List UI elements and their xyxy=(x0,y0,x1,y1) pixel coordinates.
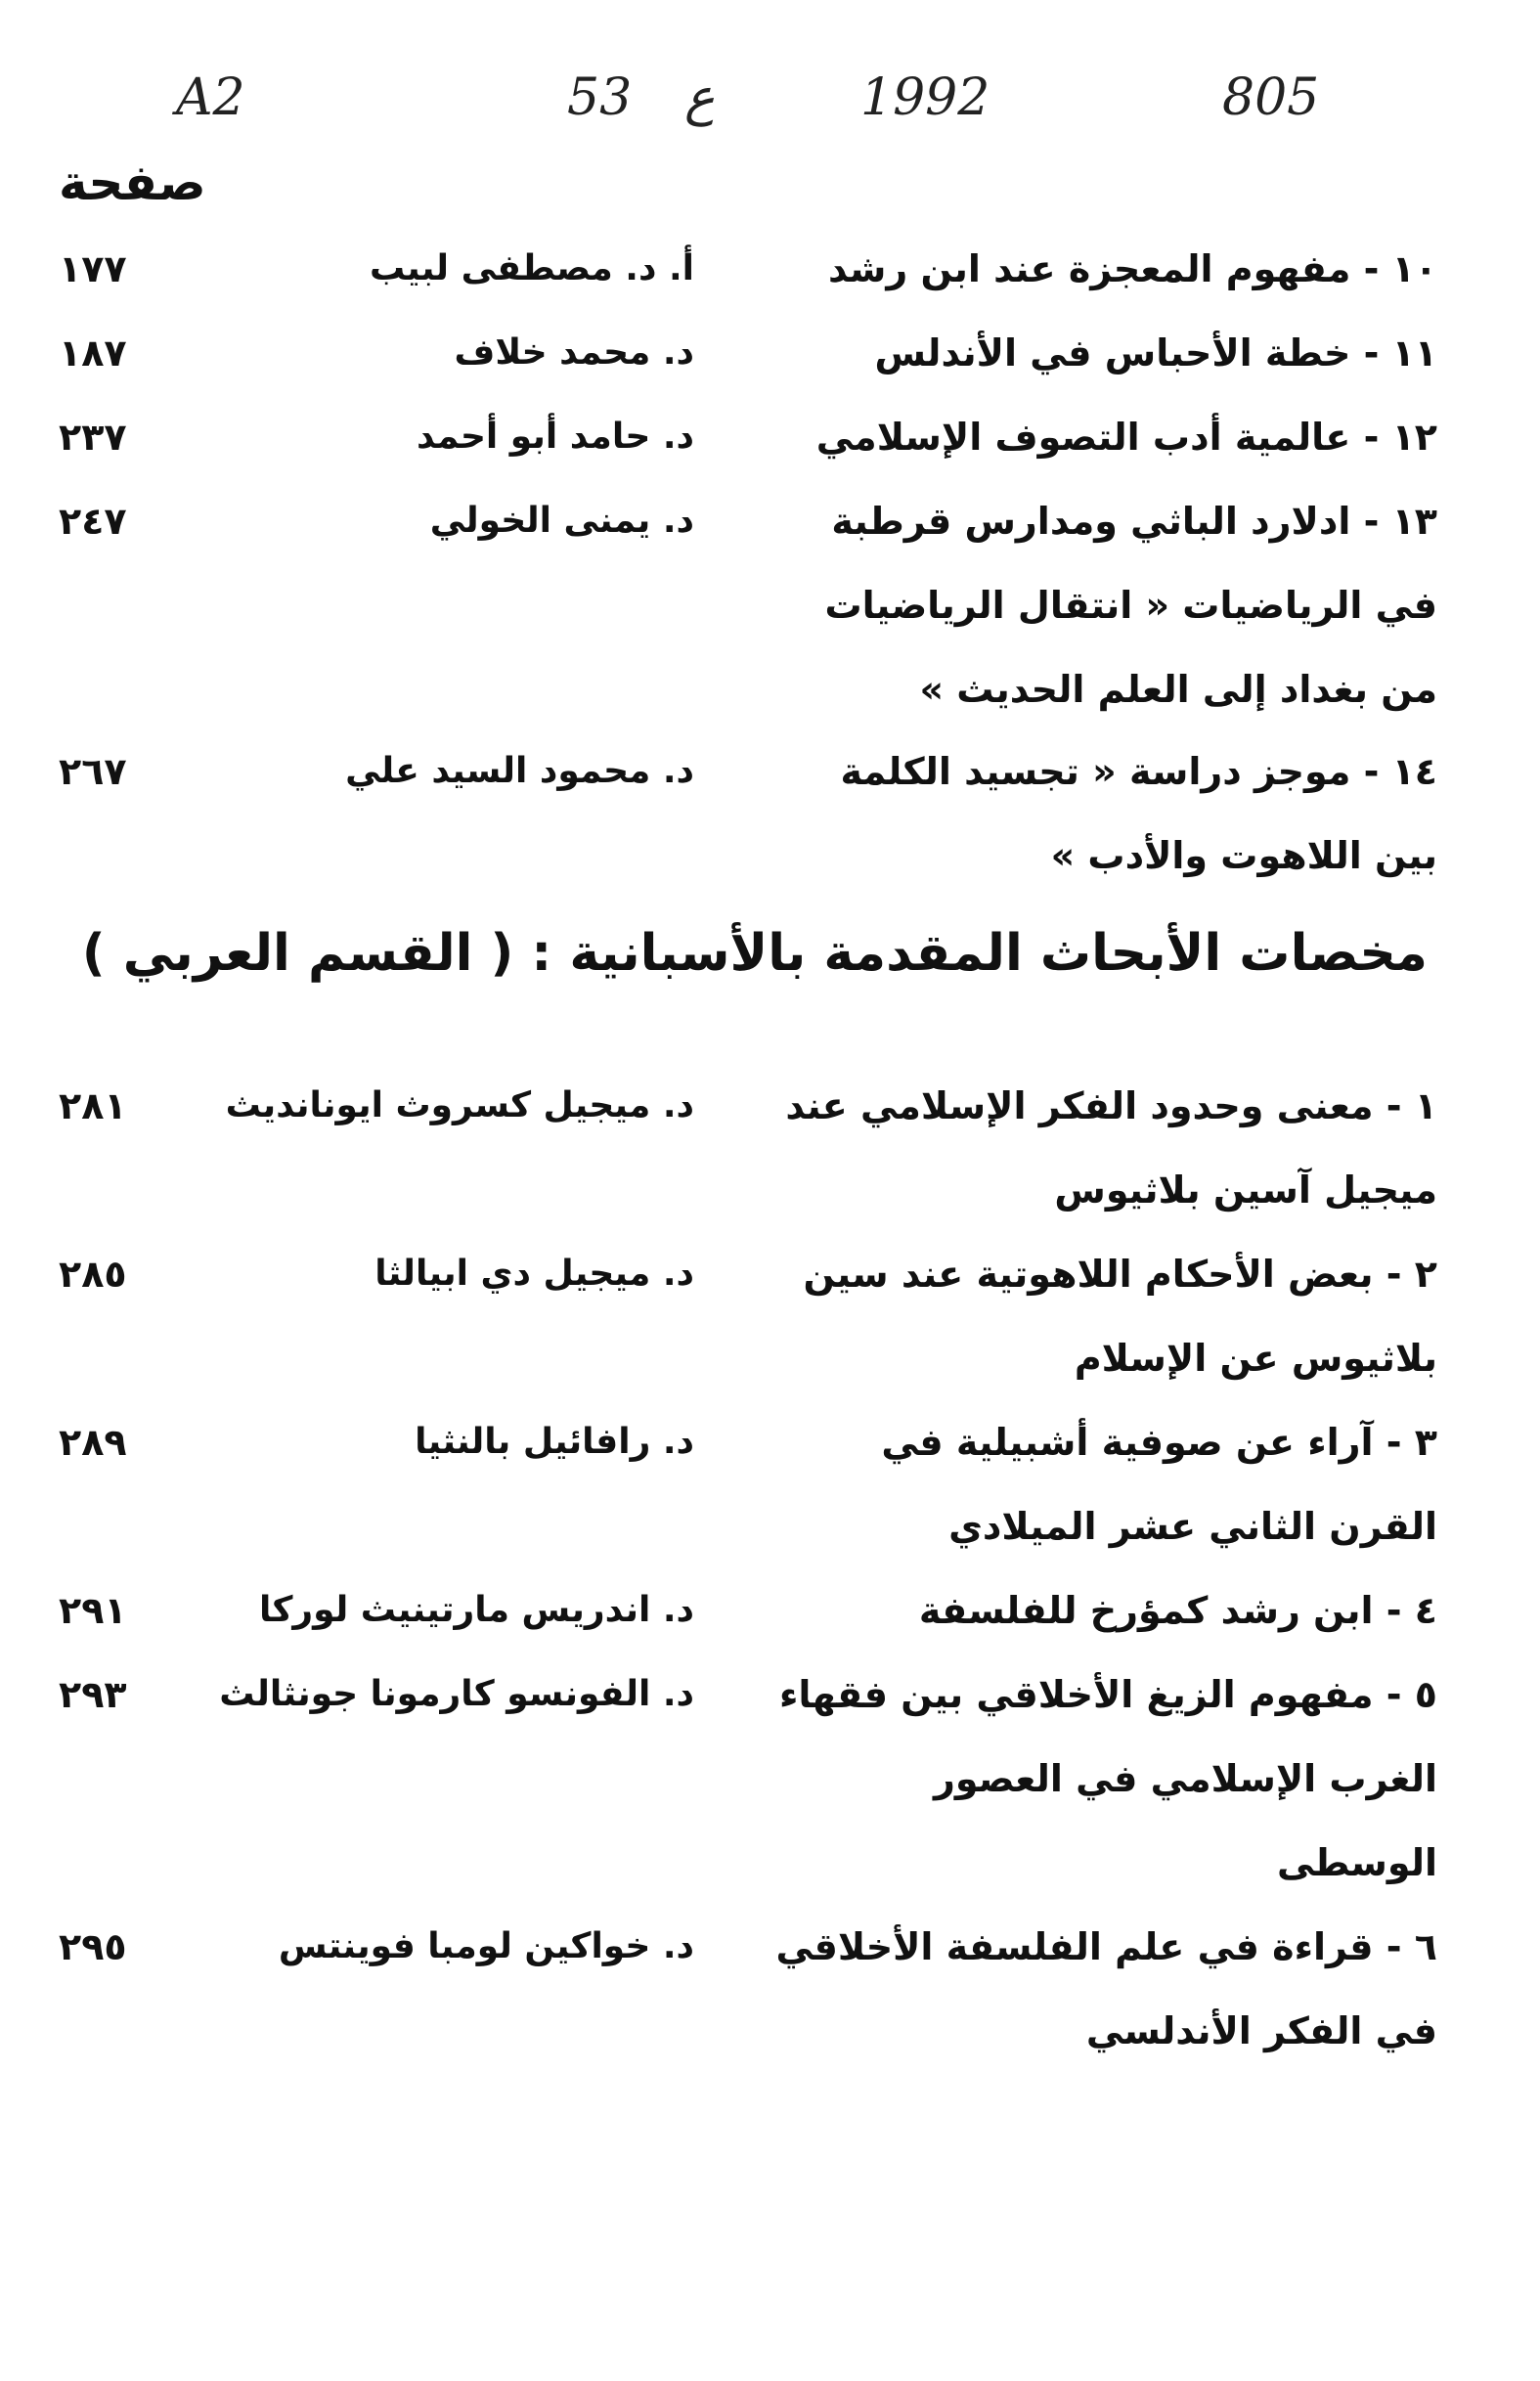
entry-page-number: ٢٩١ xyxy=(59,1589,127,1632)
entry-page-number: ٢٤٧ xyxy=(59,500,127,543)
entry-page-number: ٢٨١ xyxy=(59,1084,127,1127)
entry-title: ١ - معنى وحدود الفكر الإسلامي عند ميجيل آسين بلاثيوس xyxy=(785,1084,1437,1212)
entry-title: ٤ - ابن رشد كمؤرخ للفلسفة xyxy=(918,1589,1437,1632)
entry-title: ١٣ - ادلارد الباثي ومدارس قرطبة في الرياضيات « انتقال الرياضيات من بغداد إلى العلم الحديث » xyxy=(824,500,1437,711)
entry-author: د. محمود السيد علي xyxy=(345,751,694,791)
entry-title: ٢ - بعض الأحكام اللاهوتية عند سين بلاثيوس عن الإسلام xyxy=(803,1253,1437,1380)
entry-page-number: ٢٨٩ xyxy=(59,1421,127,1464)
entry-author: د. ميجيل دي ابيالثا xyxy=(374,1254,694,1294)
entry-title: ١١ - خطة الأحباس في الأندلس xyxy=(874,331,1437,375)
entry-author: د. خواكين لومبا فوينتس xyxy=(278,1926,694,1966)
entry-author: د. اندريس مارتينيث لوركا xyxy=(258,1590,694,1630)
page-column-heading: صفحة xyxy=(59,154,206,211)
handwritten-note-53: 53 xyxy=(567,68,633,127)
entry-page-number: ٢٩٣ xyxy=(59,1673,127,1716)
entry-author: د. محمد خلاف xyxy=(454,332,694,373)
entry-page-number: ١٨٧ xyxy=(59,331,127,375)
entry-title: ٦ - قراءة في علم الفلسفة الأخلاقي في الفكر الأندلسي xyxy=(775,1925,1437,2052)
entry-title: ١٠ - مفهوم المعجزة عند ابن رشد xyxy=(828,247,1437,290)
entry-page-number: ٢٦٧ xyxy=(59,750,127,793)
handwritten-note-a2: A2 xyxy=(176,68,245,127)
entry-author: د. حامد أبو أحمد xyxy=(417,417,694,457)
entry-title: ٣ - آراء عن صوفية أشبيلية في القرن الثاني عشر الميلادي xyxy=(881,1421,1437,1548)
handwritten-note-805: 805 xyxy=(1222,68,1320,127)
handwritten-note-ain: ع xyxy=(684,68,716,127)
entry-page-number: ١٧٧ xyxy=(59,247,127,290)
entry-author: د. ميجيل كسروث ايونانديث xyxy=(225,1085,694,1125)
entry-title: ٥ - مفهوم الزيغ الأخلاقي بين فقهاء الغرب الإسلامي في العصور الوسطى xyxy=(778,1673,1437,1884)
entry-title: ١٢ - عالمية أدب التصوف الإسلامي xyxy=(815,416,1437,459)
entry-title: ١٤ - موجز دراسة « تجسيد الكلمة بين اللاهوت والأدب » xyxy=(840,750,1437,877)
section-title-spanish-abstracts: مخصات الأبحاث المقدمة بالأسبانية : ( القسم العربي ) xyxy=(81,924,1428,983)
entry-page-number: ٢٨٥ xyxy=(59,1253,127,1296)
entry-page-number: ٢٣٧ xyxy=(59,416,127,459)
handwritten-note-year: 1992 xyxy=(860,68,990,127)
entry-page-number: ٢٩٥ xyxy=(59,1925,127,1968)
entry-author: أ. د. مصطفى لبيب xyxy=(370,248,694,288)
entry-author: د. رافائيل بالنثيا xyxy=(415,1422,694,1462)
entry-author: د. يمنى الخولي xyxy=(429,501,694,541)
entry-author: د. الفونسو كارمونا جونثالث xyxy=(219,1674,694,1714)
